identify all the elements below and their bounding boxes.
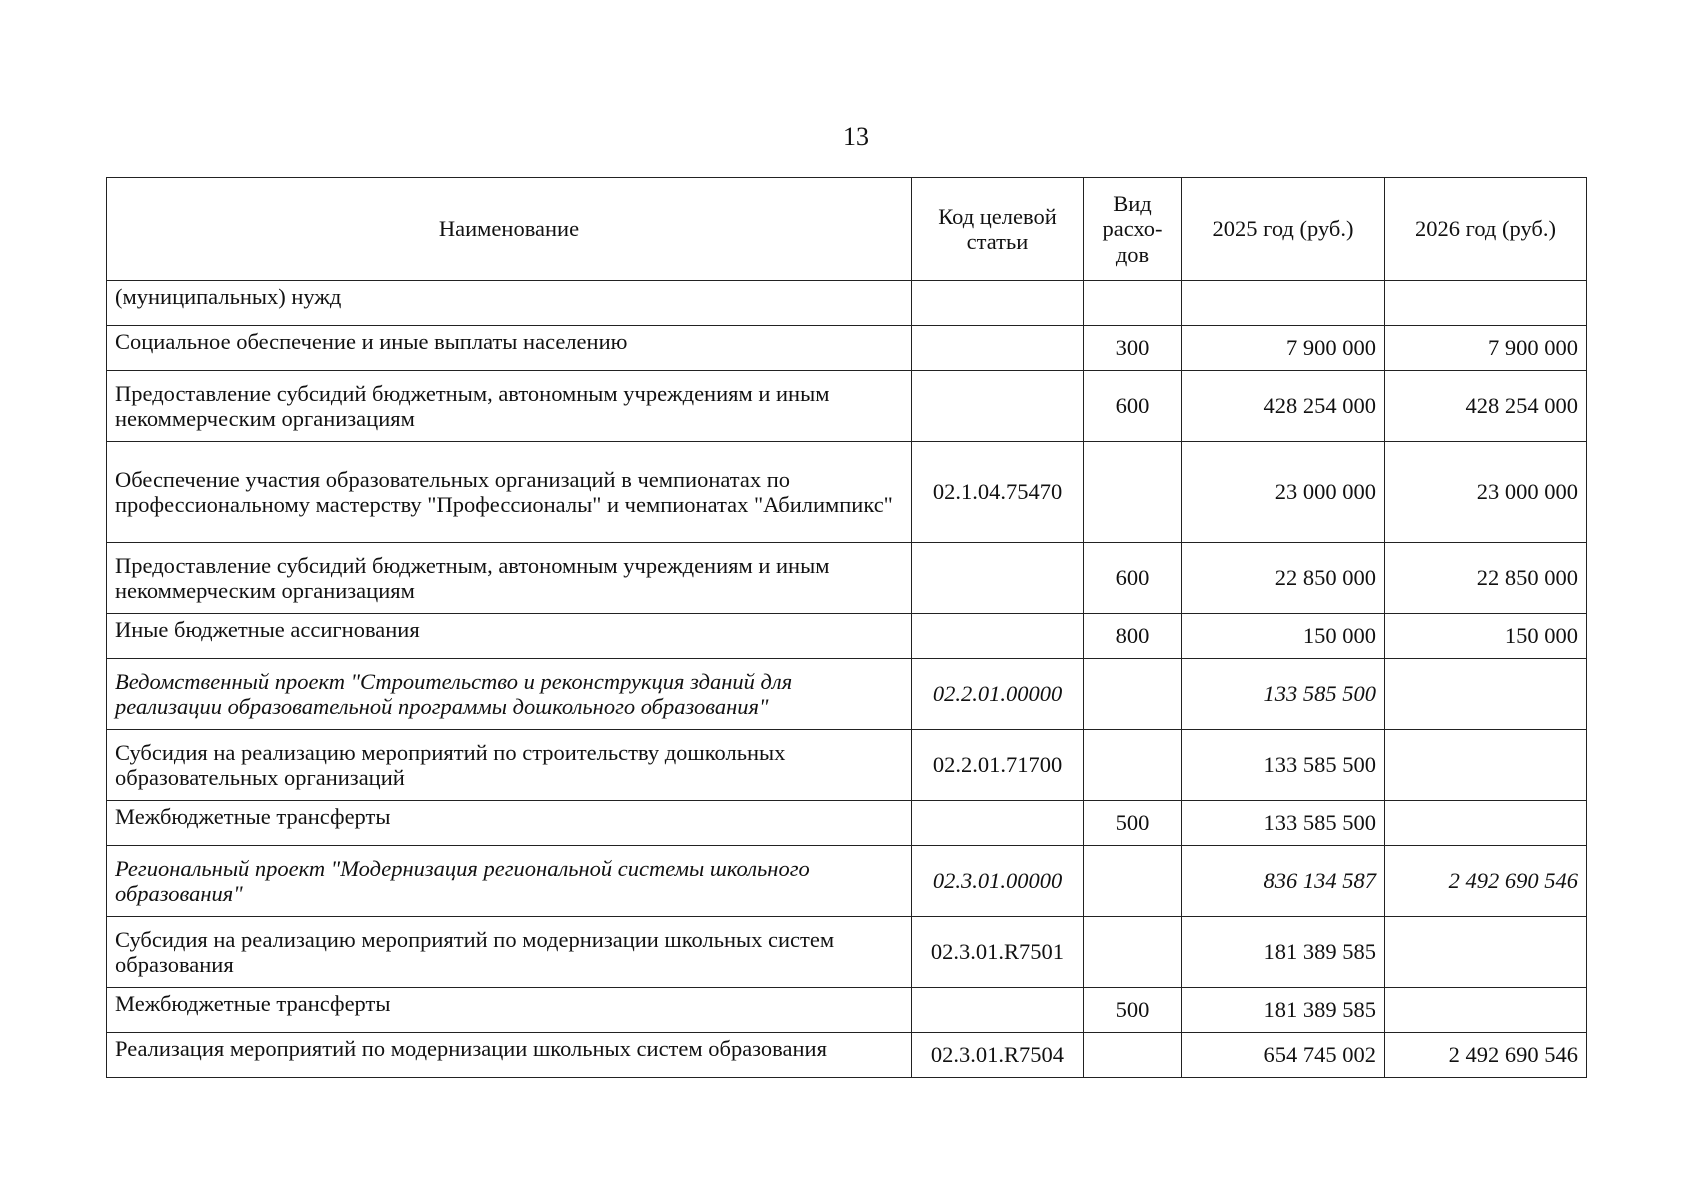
row-2026: 2 492 690 546 (1385, 846, 1587, 917)
row-code: 02.2.01.71700 (912, 730, 1084, 801)
row-name: Иные бюджетные ассигнования (107, 614, 912, 659)
row-2025: 181 389 585 (1182, 917, 1385, 988)
table-row (107, 730, 1587, 801)
row-code (912, 543, 1084, 614)
row-name: Предоставление субсидий бюджетным, автономным учреждениям и иным некоммерческим организациям (107, 543, 912, 614)
budget-table (106, 177, 1587, 1078)
row-2025: 133 585 500 (1182, 801, 1385, 846)
row-2026 (1385, 730, 1587, 801)
table-row (107, 988, 1587, 1033)
header-year-2025: 2025 год (руб.) (1182, 178, 1385, 281)
row-type (1084, 659, 1182, 730)
row-2026: 428 254 000 (1385, 371, 1587, 442)
row-name: Субсидия на реализацию мероприятий по модернизации школьных систем образования (107, 917, 912, 988)
row-code (912, 801, 1084, 846)
row-type: 500 (1084, 801, 1182, 846)
row-type: 600 (1084, 371, 1182, 442)
row-2026: 23 000 000 (1385, 442, 1587, 543)
header-name: Наименование (107, 178, 912, 281)
page-number: 13 (843, 122, 869, 151)
row-code (912, 326, 1084, 371)
row-code: 02.3.01.00000 (912, 846, 1084, 917)
header-year-2026: 2026 год (руб.) (1385, 178, 1587, 281)
row-2025: 22 850 000 (1182, 543, 1385, 614)
row-2025: 133 585 500 (1182, 659, 1385, 730)
table-row (107, 371, 1587, 442)
row-name: Обеспечение участия образовательных организаций в чемпионатах по профессиональному мастерству "Профессионалы" и чемпионатах "Абилимпикс" (107, 442, 912, 543)
row-type (1084, 1033, 1182, 1078)
row-2026 (1385, 281, 1587, 326)
table-row (107, 1033, 1587, 1078)
row-type (1084, 846, 1182, 917)
row-2025: 150 000 (1182, 614, 1385, 659)
row-type (1084, 917, 1182, 988)
row-type (1084, 442, 1182, 543)
row-type: 300 (1084, 326, 1182, 371)
row-type: 600 (1084, 543, 1182, 614)
row-2026 (1385, 988, 1587, 1033)
row-type: 800 (1084, 614, 1182, 659)
row-2025: 836 134 587 (1182, 846, 1385, 917)
row-code (912, 614, 1084, 659)
row-2026 (1385, 659, 1587, 730)
row-name: Социальное обеспечение и иные выплаты населению (107, 326, 912, 371)
row-code (912, 281, 1084, 326)
row-2025: 181 389 585 (1182, 988, 1385, 1033)
row-name: Предоставление субсидий бюджетным, автономным учреждениям и иным некоммерческим организациям (107, 371, 912, 442)
table-row (107, 917, 1587, 988)
header-type: Вид расхо-дов (1084, 178, 1182, 281)
table-row (107, 801, 1587, 846)
row-type (1084, 281, 1182, 326)
row-2026 (1385, 917, 1587, 988)
row-2026 (1385, 801, 1587, 846)
row-2026: 22 850 000 (1385, 543, 1587, 614)
row-2025: 133 585 500 (1182, 730, 1385, 801)
row-code (912, 371, 1084, 442)
row-name: Реализация мероприятий по модернизации школьных систем образования (107, 1033, 912, 1078)
row-code: 02.2.01.00000 (912, 659, 1084, 730)
table-row (107, 846, 1587, 917)
table-row (107, 543, 1587, 614)
row-code: 02.1.04.75470 (912, 442, 1084, 543)
table-row (107, 281, 1587, 326)
table-header-row (107, 178, 1587, 281)
header-code: Код целевой статьи (912, 178, 1084, 281)
row-name: (муниципальных) нужд (107, 281, 912, 326)
table-row (107, 659, 1587, 730)
row-code: 02.3.01.R7501 (912, 917, 1084, 988)
row-2025 (1182, 281, 1385, 326)
table-row (107, 326, 1587, 371)
table-row (107, 442, 1587, 543)
row-2026: 150 000 (1385, 614, 1587, 659)
row-2025: 23 000 000 (1182, 442, 1385, 543)
row-2025: 428 254 000 (1182, 371, 1385, 442)
row-2025: 7 900 000 (1182, 326, 1385, 371)
row-code: 02.3.01.R7504 (912, 1033, 1084, 1078)
row-name: Ведомственный проект "Строительство и реконструкция зданий для реализации образовательной программы дошкольного образования" (107, 659, 912, 730)
row-name: Межбюджетные трансферты (107, 988, 912, 1033)
table-row (107, 614, 1587, 659)
row-type: 500 (1084, 988, 1182, 1033)
row-2026: 2 492 690 546 (1385, 1033, 1587, 1078)
row-code (912, 988, 1084, 1033)
row-2026: 7 900 000 (1385, 326, 1587, 371)
row-type (1084, 730, 1182, 801)
row-name: Субсидия на реализацию мероприятий по строительству дошкольных образовательных организаций (107, 730, 912, 801)
row-name: Межбюджетные трансферты (107, 801, 912, 846)
row-2025: 654 745 002 (1182, 1033, 1385, 1078)
row-name: Региональный проект "Модернизация региональной системы школьного образования" (107, 846, 912, 917)
